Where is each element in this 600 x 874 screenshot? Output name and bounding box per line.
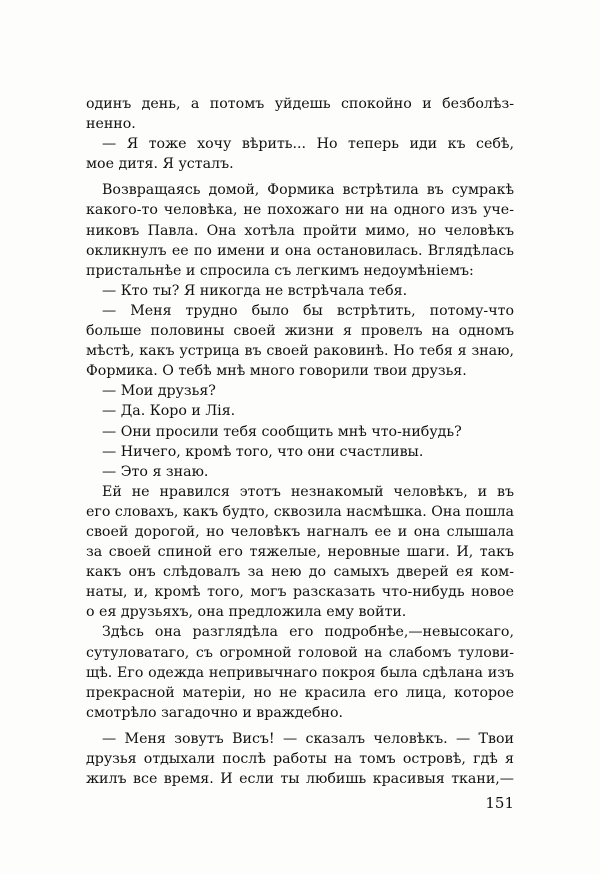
text-line: — Мои друзья? [102, 383, 216, 400]
text-line: Здѣсь она разглядѣла его подробнѣе,—невысокаго, [102, 624, 514, 641]
text-line: какъ онъ слѣдовалъ за нею до самыхъ дверей ея ком- [86, 564, 514, 581]
text-line: — Они просили тебя сообщить мнѣ что-нибудь? [102, 423, 462, 440]
text-line: — Меня трудно было бы встрѣтить, потому-что [102, 302, 514, 319]
text-line: никовъ Павла. Она хотѣла пройти мимо, но человѣкъ [86, 222, 514, 239]
text-line: Ей не нравился этотъ незнакомый человѣкъ, и въ [102, 483, 514, 500]
text-line: Формика. О тебѣ мнѣ много говорили твои друзья. [86, 363, 467, 380]
text-line: — Меня зовутъ Висъ! — сказалъ человѣкъ. — Твои [102, 730, 514, 747]
text-line: смотрѣло загадочно и враждебно. [86, 704, 344, 721]
text-line: прекрасной матеріи, но не красила его лица, которое [86, 684, 514, 701]
text-line: наты, и, кромѣ того, могъ разсказать что-нибудь новое [86, 584, 514, 601]
text-line: щѣ. Его одежда непривычнаго покроя была сдѣлана изъ [86, 664, 514, 681]
text-line: о ея друзьяхъ, она предложила ему войти. [86, 604, 407, 621]
text-line: за своей спиной его тяжелые, неровные шаги. И, такъ [86, 544, 514, 561]
text-line: — Кто ты? Я никогда не встрѣчала тебя. [102, 282, 408, 299]
text-line: его словахъ, какъ будто, сквозила насмѣшка. Она пошла [86, 503, 514, 520]
text-line: друзья отдыхали послѣ работы на томъ островѣ, гдѣ я [86, 751, 514, 767]
text-line: пристальнѣе и спросила съ легкимъ недоумѣніемъ: [86, 262, 474, 279]
page-number: 151 [485, 794, 514, 812]
text-line: своей дорогой, но человѣкъ нагналъ ее и она слышала [86, 523, 514, 540]
text-line: одинъ день, а потомъ уйдешь спокойно и безболѣз- [86, 96, 514, 112]
text-line: сутуловатаго, съ огромной головой на слабомъ тулови- [86, 644, 514, 661]
text-line: Возвращаясь домой, Формика встрѣтила въ сумракѣ [102, 182, 514, 199]
text-line: — Это я знаю. [102, 463, 209, 480]
text-line: — Да. Коро и Лія. [102, 403, 236, 420]
text-line: больше половины своей жизни я провелъ на одномъ [86, 323, 514, 340]
text-line: мое дитя. Я усталъ. [86, 156, 234, 173]
text-line: — Ничего, кромѣ того, что они счастливы. [102, 443, 424, 460]
body-text [86, 94, 514, 789]
text-line: мѣстѣ, какъ устрица въ своей раковинѣ. Но тебя я знаю, [86, 343, 514, 360]
text-line: жилъ все время. И если ты любишь красивыя ткани,— [86, 771, 514, 788]
text-line: — Я тоже хочу вѣрить... Но теперь иди къ себѣ, [102, 136, 514, 153]
text-line: какого-то человѣка, не похожаго ни на одного изъ уче- [86, 202, 514, 219]
text-line: окликнулъ ее по имени и она остановилась. Вглядѣлась [86, 242, 514, 259]
text-line: ненно. [86, 116, 136, 133]
